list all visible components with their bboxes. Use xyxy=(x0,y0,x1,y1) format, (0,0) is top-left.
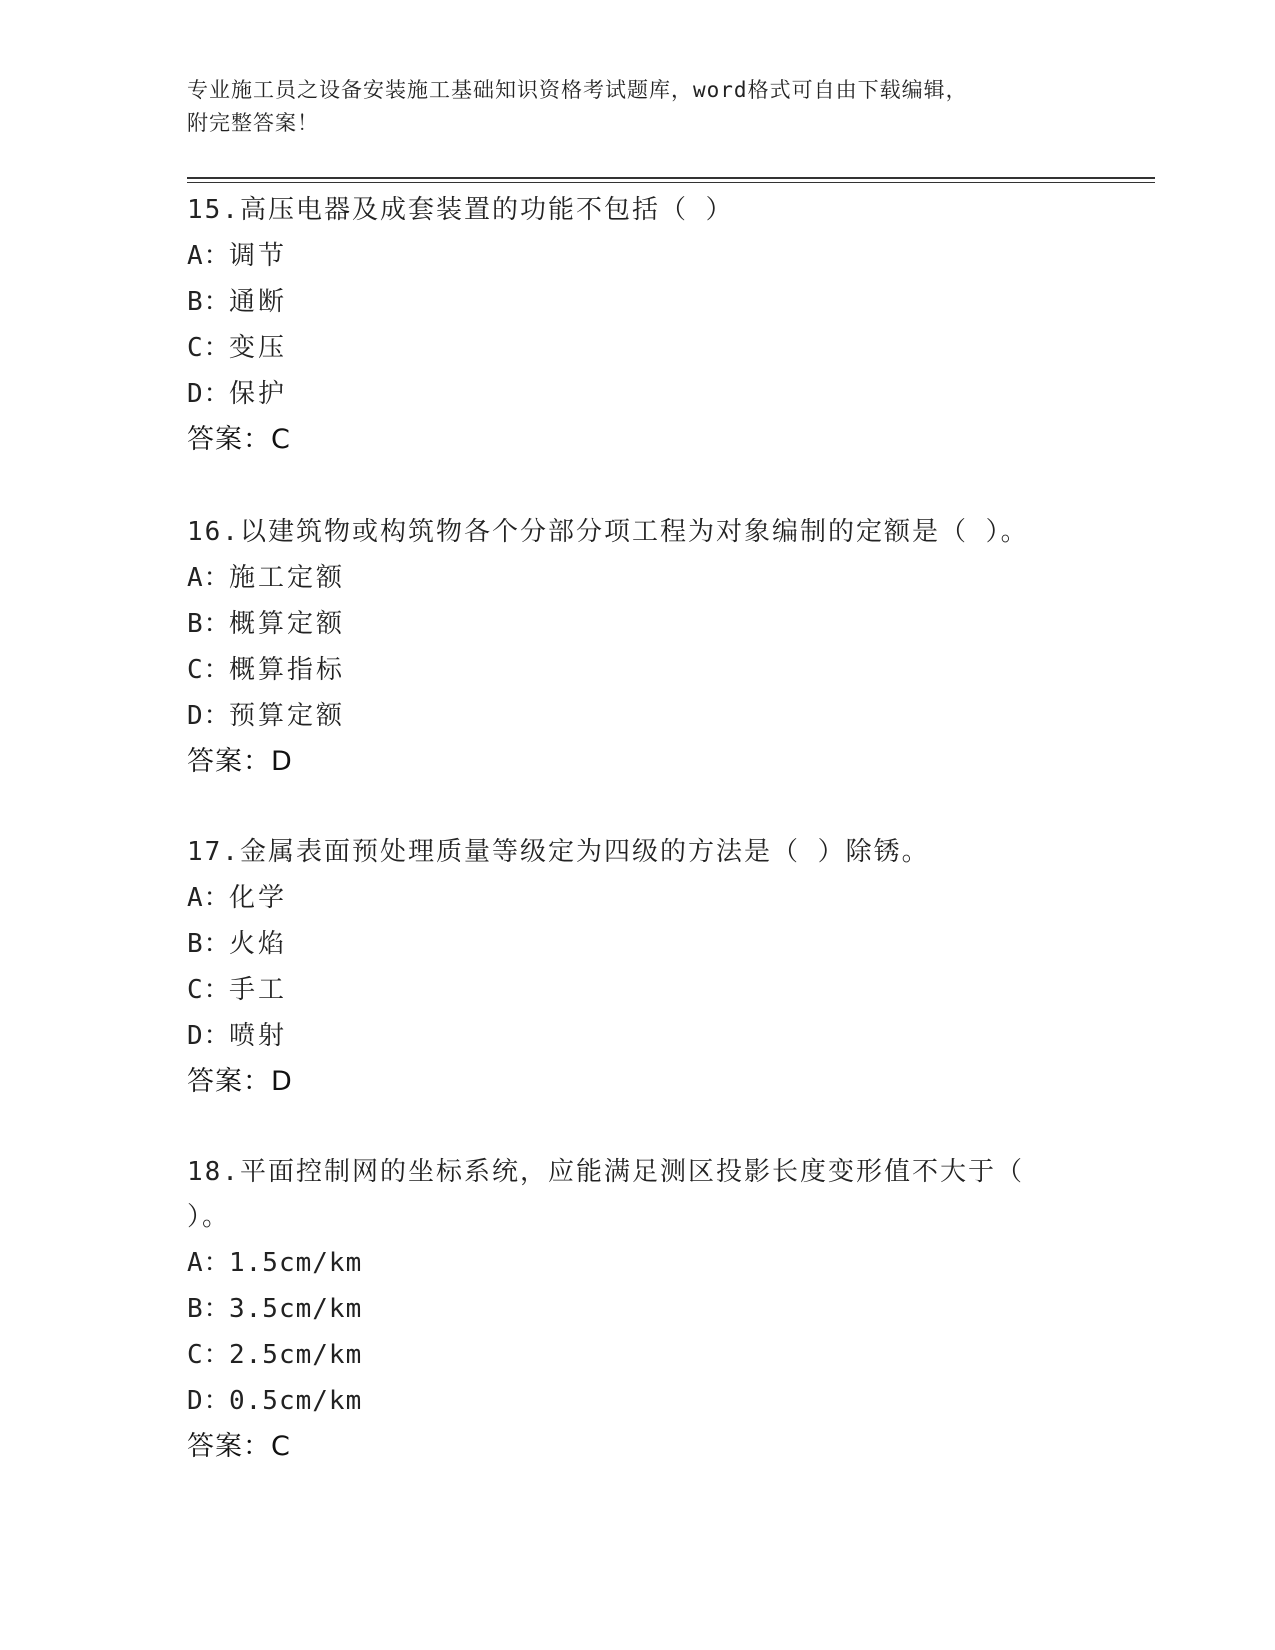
option-a xyxy=(187,1240,1087,1286)
question-15 xyxy=(187,188,1087,463)
option-letter: C： xyxy=(187,1340,231,1370)
answer-label: 答案： xyxy=(187,1066,271,1097)
option-letter: A： xyxy=(187,883,231,913)
answer-line xyxy=(187,417,1087,463)
option-c xyxy=(187,967,1087,1013)
question-title-continued: ）。 xyxy=(187,1202,231,1232)
answer-line xyxy=(187,1059,1087,1105)
option-letter: D： xyxy=(187,379,231,409)
question-title: 16.以建筑物或构筑物各个分部分项工程为对象编制的定额是（ ）。 xyxy=(187,517,1029,547)
option-letter: C： xyxy=(187,975,231,1005)
option-d xyxy=(187,693,1087,739)
option-text: 调节 xyxy=(229,241,288,271)
option-d xyxy=(187,1378,1087,1424)
question-title: 17.金属表面预处理质量等级定为四级的方法是（ ）除锈。 xyxy=(187,837,930,867)
answer-value: D xyxy=(271,1066,292,1097)
option-b xyxy=(187,601,1087,647)
question-title: 15.高压电器及成套装置的功能不包括（ ） xyxy=(187,195,734,225)
option-text: 概算指标 xyxy=(229,655,346,685)
option-text: 概算定额 xyxy=(229,609,346,639)
option-a xyxy=(187,555,1087,601)
answer-label: 答案： xyxy=(187,1431,271,1462)
answer-label: 答案： xyxy=(187,746,271,777)
answer-value: C xyxy=(271,1431,290,1462)
question-title: 18.平面控制网的坐标系统，应能满足测区投影长度变形值不大于（ xyxy=(187,1157,1024,1187)
option-text: 保护 xyxy=(229,379,288,409)
answer-line xyxy=(187,739,1087,785)
document-header xyxy=(187,74,1087,140)
question-16 xyxy=(187,510,1087,785)
option-text: 0.5cm/km xyxy=(229,1386,363,1416)
option-c xyxy=(187,1332,1087,1378)
option-b xyxy=(187,279,1087,325)
option-letter: C： xyxy=(187,333,231,363)
answer-line xyxy=(187,1424,1087,1470)
option-text: 火焰 xyxy=(229,929,288,959)
option-letter: D： xyxy=(187,1021,231,1051)
answer-value: D xyxy=(271,746,292,777)
option-letter: B： xyxy=(187,609,231,639)
option-letter: C： xyxy=(187,655,231,685)
header-line-1: 专业施工员之设备安装施工基础知识资格考试题库，word格式可自由下载编辑， xyxy=(187,78,968,102)
option-text: 预算定额 xyxy=(229,701,346,731)
option-text: 施工定额 xyxy=(229,563,346,593)
answer-label: 答案： xyxy=(187,424,271,455)
option-text: 1.5cm/km xyxy=(229,1248,363,1278)
option-letter: B： xyxy=(187,287,231,317)
answer-value: C xyxy=(271,424,290,455)
header-divider-thin xyxy=(187,182,1155,183)
option-text: 化学 xyxy=(229,883,288,913)
option-letter: B： xyxy=(187,929,231,959)
option-d xyxy=(187,371,1087,417)
option-text: 变压 xyxy=(229,333,288,363)
question-17 xyxy=(187,830,1087,1105)
option-text: 手工 xyxy=(229,975,288,1005)
option-letter: D： xyxy=(187,701,231,731)
option-letter: B： xyxy=(187,1294,231,1324)
option-c xyxy=(187,325,1087,371)
option-letter: A： xyxy=(187,1248,231,1278)
option-b xyxy=(187,921,1087,967)
option-text: 喷射 xyxy=(229,1021,288,1051)
header-divider-thick xyxy=(187,177,1155,179)
question-18 xyxy=(187,1150,1087,1470)
option-a xyxy=(187,233,1087,279)
option-letter: D： xyxy=(187,1386,231,1416)
option-text: 3.5cm/km xyxy=(229,1294,363,1324)
option-a xyxy=(187,875,1087,921)
option-letter: A： xyxy=(187,563,231,593)
option-c xyxy=(187,647,1087,693)
header-line-2: 附完整答案！ xyxy=(187,111,319,135)
option-d xyxy=(187,1013,1087,1059)
option-text: 通断 xyxy=(229,287,288,317)
option-b xyxy=(187,1286,1087,1332)
option-text: 2.5cm/km xyxy=(229,1340,363,1370)
option-letter: A： xyxy=(187,241,231,271)
